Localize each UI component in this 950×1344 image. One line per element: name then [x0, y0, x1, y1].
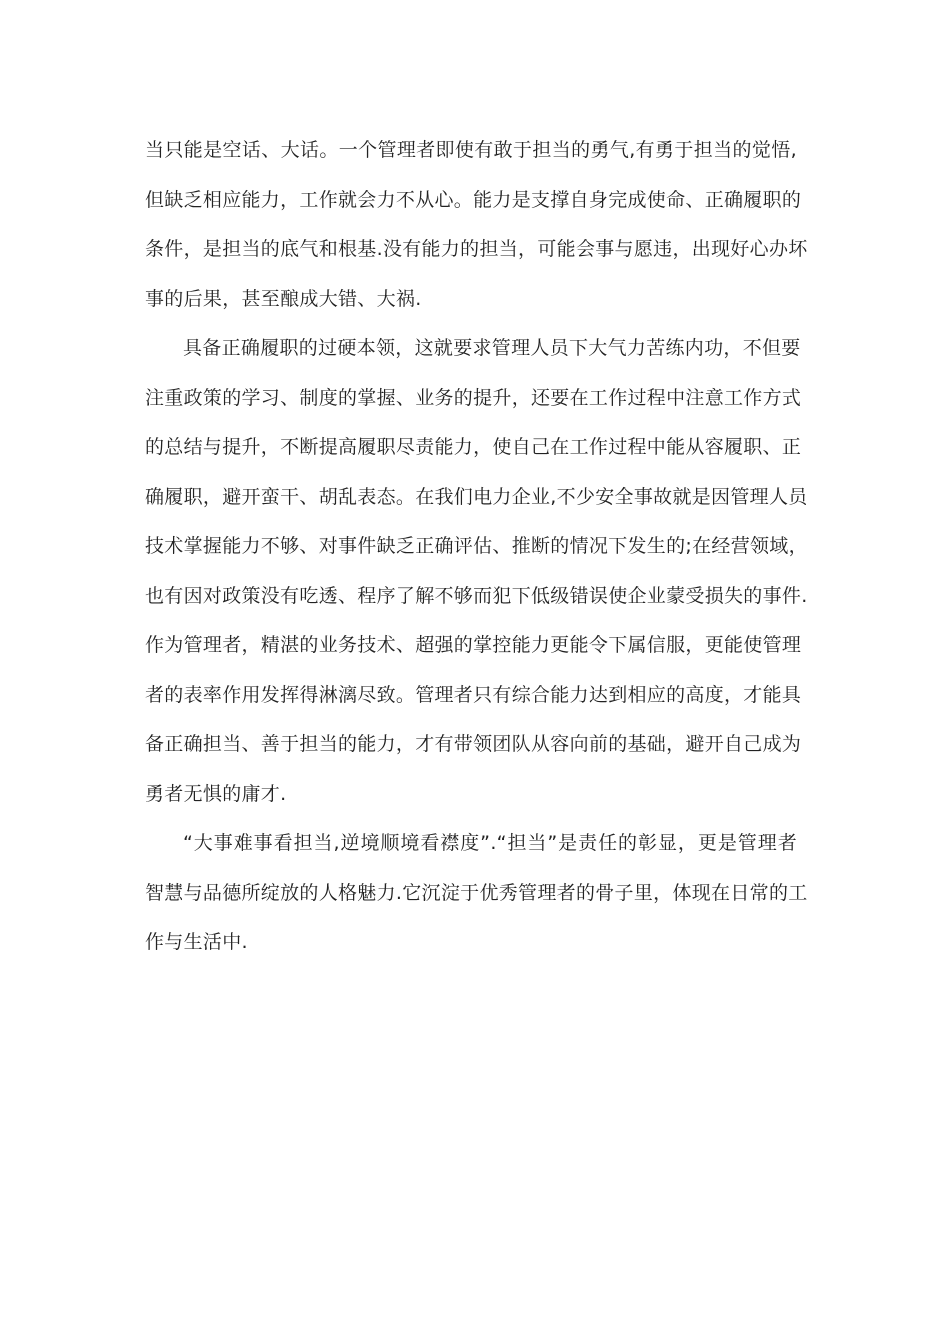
- text-line: 条件，是担当的底气和根基.没有能力的担当，可能会事与愿违，出现好心办坏: [145, 238, 808, 260]
- paragraph-start-line: 具备正确履职的过硬本领，这就要求管理人员下大气力苦练内功，不但要: [183, 337, 801, 359]
- body-text: [145, 130, 808, 972]
- text-line: 的总结与提升，不断提高履职尽责能力，使自己在工作过程中能从容履职、正: [145, 436, 802, 458]
- text-line: 注重政策的学习、制度的掌握、业务的提升，还要在工作过程中注意工作方式: [145, 386, 802, 409]
- text-line: 智慧与品德所绽放的人格魅力.它沉淀于优秀管理者的骨子里，体现在日常的工: [145, 881, 808, 904]
- text-line: 作为管理者，精湛的业务技术、超强的掌控能力更能令下属信服，更能使管理: [145, 634, 802, 656]
- paragraph-end-line: 作与生活中.: [145, 931, 248, 953]
- paragraph-end-line: 事的后果，甚至酿成大错、大祸.: [145, 287, 422, 310]
- paragraph-end-line: 勇者无惧的庸才.: [145, 782, 287, 805]
- text-line: 当只能是空话、大话。一个管理者即使有敢于担当的勇气,有勇于担当的觉悟,: [145, 139, 797, 161]
- text-line: 也有因对政策没有吃透、程序了解不够而犯下低级错误使企业蒙受损失的事件.: [145, 584, 808, 607]
- text-line: 技术掌握能力不够、对事件缺乏正确评估、推断的情况下发生的;在经营领域，: [145, 535, 808, 557]
- text-line: 但缺乏相应能力，工作就会力不从心。能力是支撑自身完成使命、正确履职的: [145, 188, 802, 211]
- text-line: 备正确担当、善于担当的能力，才有带领团队从容向前的基础，避开自己成为: [145, 733, 802, 755]
- text-line: 确履职，避开蛮干、胡乱表态。在我们电力企业,不少安全事故就是因管理人员: [145, 485, 808, 508]
- paragraph-start-line: “大事难事看担当,逆境顺境看襟度”.“担当”是责任的彰显，更是管理者: [183, 832, 797, 854]
- text-line: 者的表率作用发挥得淋漓尽致。管理者只有综合能力达到相应的高度，才能具: [145, 683, 802, 706]
